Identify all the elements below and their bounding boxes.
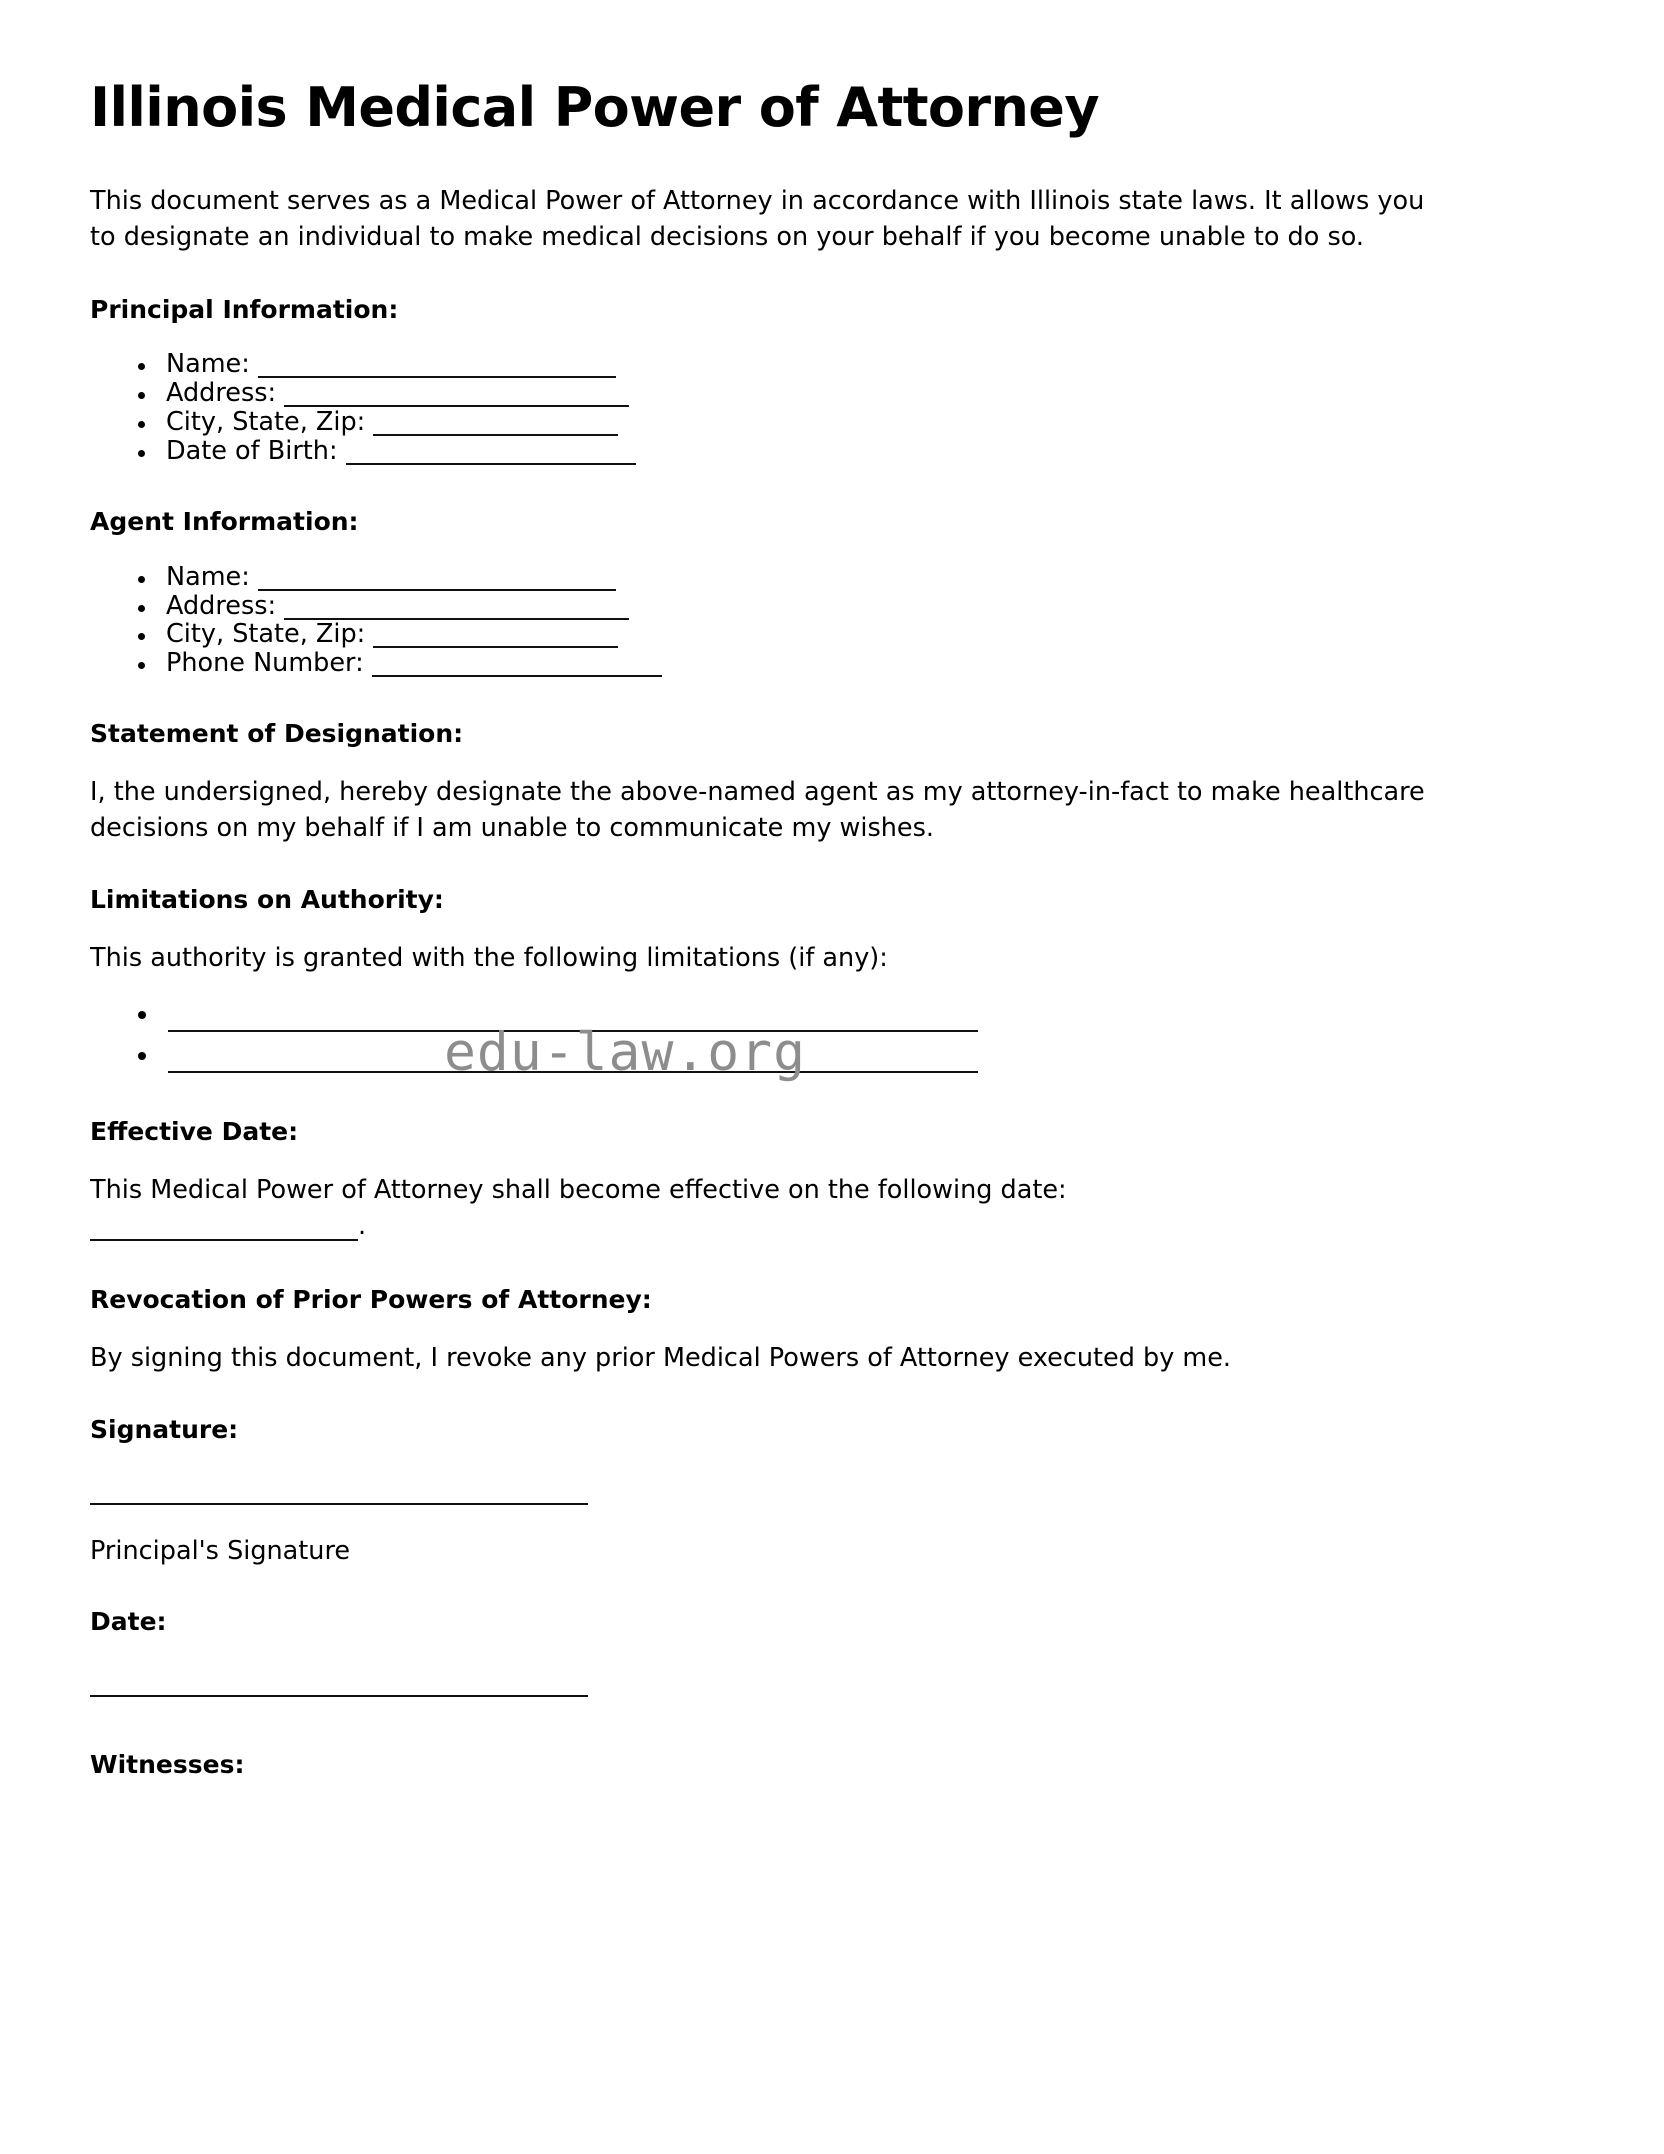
principal-signature-caption: Principal's Signature xyxy=(90,1535,351,1566)
field-label: Name: xyxy=(166,561,250,592)
agent-information-heading: Agent Information: xyxy=(90,507,359,537)
field-label: City, State, Zip: xyxy=(166,407,366,438)
effective-date-heading: Effective Date: xyxy=(90,1117,299,1147)
limitation-blank-line[interactable] xyxy=(168,1030,978,1032)
limitation-blank-line[interactable] xyxy=(168,1071,978,1073)
effective-date-paragraph xyxy=(90,1173,1440,1244)
field-label: Address: xyxy=(166,378,277,409)
field-label: Phone Number: xyxy=(166,648,364,679)
effective-date-blank-line[interactable] xyxy=(90,1239,358,1241)
revocation-heading: Revocation of Prior Powers of Attorney: xyxy=(90,1285,652,1315)
witnesses-heading: Witnesses: xyxy=(90,1749,245,1779)
field-blank-line[interactable] xyxy=(346,463,636,465)
page-title: Illinois Medical Power of Attorney xyxy=(90,76,1099,139)
list-item xyxy=(138,350,1440,379)
list-item xyxy=(138,1035,1440,1076)
list-item xyxy=(138,563,1440,592)
field-blank-line[interactable] xyxy=(258,376,616,378)
principal-information-heading: Principal Information: xyxy=(90,294,399,324)
list-item xyxy=(138,649,1440,678)
limitations-blank-list xyxy=(90,994,1440,1076)
limitations-on-authority-heading: Limitations on Authority: xyxy=(90,885,444,915)
limitations-paragraph: This authority is granted with the following limitations (if any): xyxy=(90,942,888,973)
field-blank-line[interactable] xyxy=(373,646,618,648)
field-blank-line[interactable] xyxy=(372,675,662,677)
revocation-paragraph: By signing this document, I revoke any prior Medical Powers of Attorney executed by me. xyxy=(90,1342,1232,1373)
statement-of-designation-heading: Statement of Designation: xyxy=(90,719,464,749)
list-item xyxy=(138,408,1440,437)
designation-paragraph: I, the undersigned, hereby designate the above-named agent as my attorney-in-fact to make healthcare decisions on my behalf if I am unable to communicate my wishes. xyxy=(90,776,1425,843)
principal-signature-line[interactable] xyxy=(90,1503,588,1505)
list-item xyxy=(138,620,1440,649)
list-item xyxy=(138,994,1440,1035)
list-item xyxy=(138,437,1440,466)
field-label: City, State, Zip: xyxy=(166,619,366,650)
effective-date-text: This Medical Power of Attorney shall become effective on the following date: xyxy=(90,1174,1067,1205)
intro-paragraph: This document serves as a Medical Power of Attorney in accordance with Illinois state laws. It allows you to designate an individual to make medical decisions on your behalf if you become unable to do so. xyxy=(90,186,1425,253)
date-line[interactable] xyxy=(90,1695,588,1697)
field-blank-line[interactable] xyxy=(373,434,618,436)
site-watermark: edu-law.org xyxy=(444,1022,806,1083)
date-heading: Date: xyxy=(90,1607,167,1637)
effective-date-terminator: . xyxy=(358,1210,367,1241)
list-item xyxy=(138,592,1440,621)
field-label: Name: xyxy=(166,349,250,380)
agent-fields-list xyxy=(90,563,1440,679)
field-blank-line[interactable] xyxy=(258,589,616,591)
list-item xyxy=(138,379,1440,408)
signature-heading: Signature: xyxy=(90,1415,239,1445)
field-label: Address: xyxy=(166,590,277,621)
principal-fields-list xyxy=(90,350,1440,466)
field-label: Date of Birth: xyxy=(166,436,338,467)
